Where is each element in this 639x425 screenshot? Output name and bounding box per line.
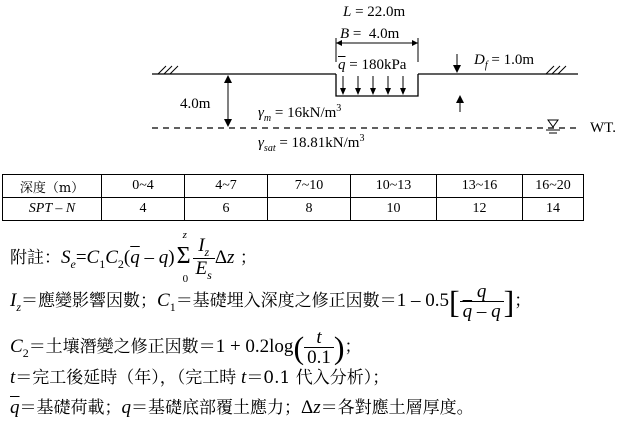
gamma-sat-label: $\gamma_{sat} = 18.81kN/m^3$ [258,133,365,154]
table-cell: 8 [268,198,351,221]
note-line-5: $\overline{q}=$基礎荷載；q＝基礎底部覆土應力；Δz＝各對應土層厚度。 [10,397,474,418]
note-line-2: $I_z=$應變影響因數；$C_1=$基礎埋入深度之修正因數＝1 – 0.5[ $\frac{q}{\overline{q} - q}$ ]； [10,281,532,322]
table-cell: 7~10 [268,175,351,198]
width-label: B = 4.0m [340,26,400,42]
table-cell: 10 [351,198,437,221]
c1-text: ＝基礎埋入深度之修正因數＝ [175,291,397,311]
table-row [3,175,584,198]
table-cell: 0~4 [102,175,185,198]
table-cell: 4~7 [185,175,268,198]
note-line-3: $C_2=$土壤潛變之修正因數＝1 + 0.2log( $\frac{t}{0.1}$ )； [10,327,362,368]
water-depth-label: 4.0m [180,96,211,112]
table-cell: 4 [102,198,185,221]
t-text-1: ＝完工後延時（年），（完工時 [15,368,237,388]
table-header-spt: SPT – N [3,198,102,221]
note-prefix: 附註： [10,247,61,268]
table-cell: 12 [437,198,523,221]
table-row [3,198,584,221]
dz-text: ＝各對應土層厚度。 [320,398,474,418]
t-text-2: ＝0.1 代入分析）； [246,368,390,388]
load-label: $\overline{q} = 180kPa$ [338,57,407,73]
length-label: L = 22.0m [343,4,406,20]
table-cell: 6 [185,198,268,221]
table-cell: 10~13 [351,175,437,198]
table-cell: 13~16 [437,175,523,198]
water-table-label: WT. [590,120,616,136]
note-line-1: 附註：$S_e=C_1C_2(\overline{q} - q)\Sigma$ z 0 $\frac{I_z}{E_s}$ Δz ； [10,228,257,285]
note-line-4: t＝完工後延時（年），（完工時 t＝0.1 代入分析）； [10,367,390,388]
c2-text: ＝土壤潛變之修正因數＝ [28,337,216,357]
gamma-m-label: $\gamma_m = 16kN/m^3$ [258,103,342,124]
spt-table [2,174,584,221]
q-text-2: ＝基礎底部覆土應力； [131,398,301,418]
depth-label: $D_f = 1.0m$ [474,52,535,71]
iz-text: ＝應變影響因數； [21,291,157,311]
table-cell: 16~20 [523,175,584,198]
q-text-1: ＝基礎荷載； [19,398,122,418]
table-header-depth: 深度（m） [3,175,102,198]
table-cell: 14 [523,198,584,221]
